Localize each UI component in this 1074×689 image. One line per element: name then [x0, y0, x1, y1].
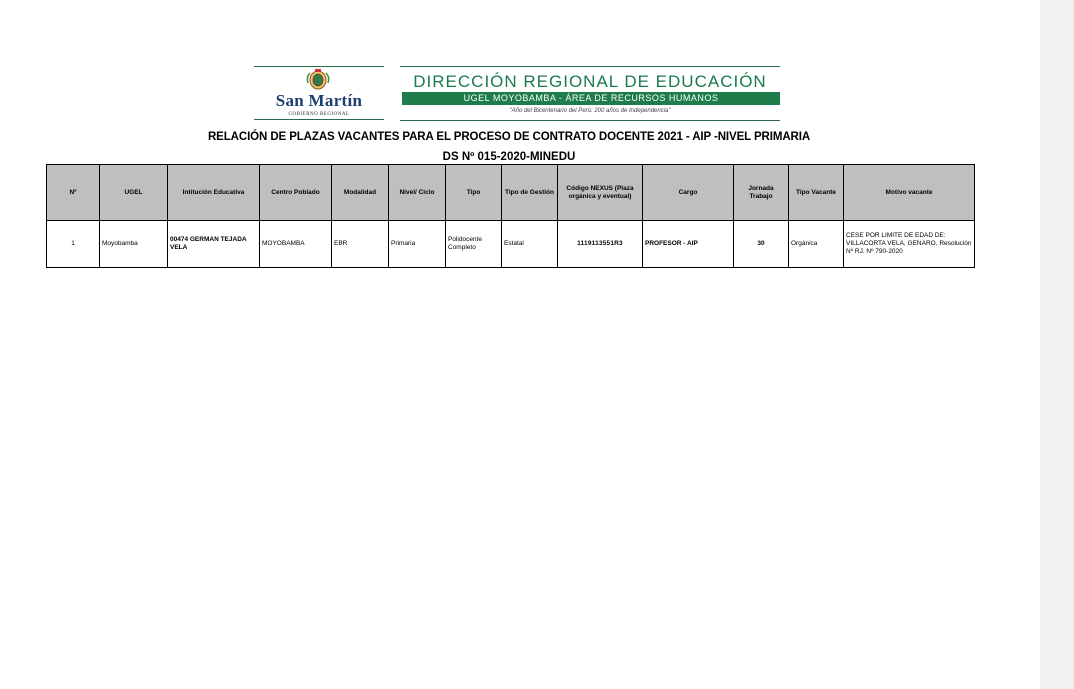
logo-title: San Martín [275, 91, 363, 110]
header-cell: Código NEXUS (Plaza orgánica y eventual) [558, 165, 643, 221]
header-cell: Motivo vacante [844, 165, 975, 221]
cell-nexus-code: 1119113551R3 [558, 221, 643, 268]
side-panel [1040, 0, 1074, 689]
header-cell: Modalidad [332, 165, 389, 221]
header-cell: Cargo [643, 165, 734, 221]
logo-subtitle: GOBIERNO REGIONAL [288, 112, 350, 117]
cell-vacancy-type: Orgánica [789, 221, 844, 268]
cell-vacancy-reason: CESE POR LIMITE DE EDAD DE: VILLACORTA VELA, GENARO, Resolución Nº RJ. Nº 790-2020 [844, 221, 975, 268]
cell-institution: 00474 GERMAN TEJADA VELA [168, 221, 260, 268]
cell-position: PROFESOR - AIP [643, 221, 734, 268]
header-cell: Nivel/ Ciclo [389, 165, 446, 221]
document-subtitle: DS Nº 015-2020-MINEDU [442, 151, 576, 163]
dre-logo [400, 66, 780, 122]
cell-type: Polidocente Completo [446, 221, 502, 268]
dre-band: UGEL MOYOBAMBA - ÁREA DE RECURSOS HUMANOS [402, 92, 780, 105]
cell-ugel: Moyobamba [100, 221, 168, 268]
cell-number: 1 [47, 221, 100, 268]
table-header-row [47, 165, 975, 221]
dre-title: DIRECCIÓN REGIONAL DE EDUCACIÓN [413, 72, 767, 91]
document-title: RELACIÓN DE PLAZAS VACANTES PARA EL PROCESO DE CONTRATO DOCENTE 2021 - AIP -NIVEL PRIMARIA [207, 131, 811, 143]
table-row [47, 221, 975, 268]
header-cell: Tipo [446, 165, 502, 221]
dre-motto: "Año del Bicentenario del Perú: 200 años de Independencia" [509, 108, 671, 114]
coat-of-arms-icon [304, 69, 332, 91]
header-cell: UGEL [100, 165, 168, 221]
header-cell: Tipo de Gestión [502, 165, 558, 221]
cell-town: MOYOBAMBA [260, 221, 332, 268]
header-cell: Tipo Vacante [789, 165, 844, 221]
cell-management: Estatal [502, 221, 558, 268]
header-cell: Centro Poblado [260, 165, 332, 221]
cell-modality: EBR [332, 221, 389, 268]
cell-level: Primaria [389, 221, 446, 268]
cell-hours: 30 [734, 221, 789, 268]
header-cell: Intitución Educativa [168, 165, 260, 221]
vacancies-table [46, 164, 975, 268]
header-cell: Jornada Trabajo [734, 165, 789, 221]
header-cell: Nº [47, 165, 100, 221]
san-martin-logo [254, 66, 384, 122]
